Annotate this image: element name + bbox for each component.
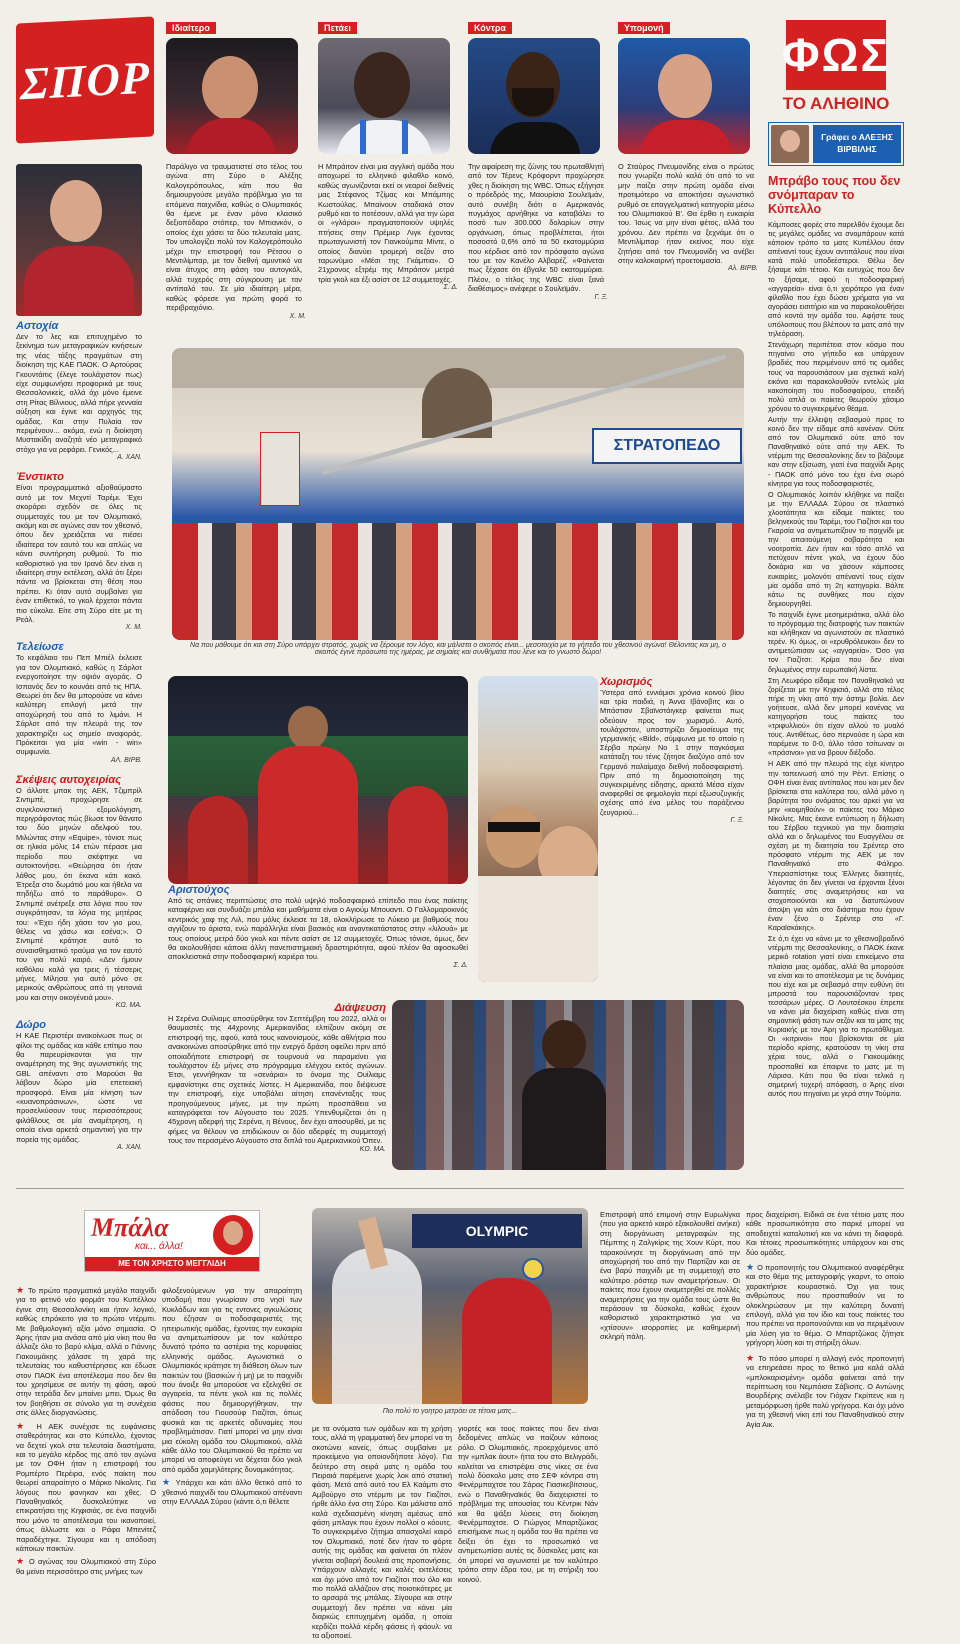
opinion-title: Μπράβο τους που δεν σνόμπαραν το Κύπελλο [768,174,901,216]
story-xorismos [600,676,744,824]
left-photo [16,164,142,316]
card-text: Την αφαίρεση της ζώνης του πρωταθλητή από τον Τέρενς Κρόφορντ προχώρησε χθες η διοίκηση της WBC. Όπως εξήγησε ο πρόεδρός της, Μαουρίσιο Σουλεϊμάν, αυτό συνέβη διότι ο Αμερικανός πυγμάχος αρνήθηκε να καταβάλει το ποσό των 300.000 δολαρίων στην οργάνωση, όπως προβλέπεται, ήτοι ποσοστό 0,6% από τα 50 εκατομμύρια που κέρδισε από τον πρόσφατο αγώνα του με τον Κανέλο Αλβαρέζ. «Φαίνεται πως ξέχασε ότι έβγαλε 50 εκατομμύρια. Πλέον, ο τίτλος της WBC είναι ξανά διαθέσιμος» ανέφερε ο Σουλεϊμάν. [468,162,604,294]
story-sign: Α. ΧΑΝ. [117,454,142,462]
story-text: Δεν το λες και επιτυχημένο το ξεκίνημα των μεταγραφικών κινήσεων της νέας τάξης πραγμάτων στη διοίκηση της ΚΑΕ ΠΑΟΚ. Ο Αρτούρας Γκουντάιτις (έλεγε τουλάχιστον πως) είχε συμφωνήσει προφορικά με τους Θεσσαλονικείς, αλλά όχι μόνο έμεινε στη Ρίτας Βίλνιους, αλλά πήρε γενναία αύξηση και έγινε και αρχηγός της ομάδας. Και στην Πυλαία τον περιμένουν... ακόμα, ενώ η διοίκηση Μυστακίδη αναζητά νέο μεταγραφικό στόχο για να ρεφάρει. Γενικός... [16,332,142,454]
card-sign: Γ. Ξ. [594,293,608,301]
opinion-p2: Στενάχωρη περιπέτεια στον κόσμο που πηγαίνει στο γήπεδο και υπάρχουν βραδιές που περιμένουν από τις ομάδες τους να παρουσιάσουν μια σχετικά καλή εικόνα και παρακολουθούν εντελώς μία κακοποίηση του ποδοσφαίρου, επειδή πολύ απλά οι παίκτες θεωρούν χάσιμο χρόνου το συγκεκριμένο θέαμα. [768,340,904,413]
story-title: Δώρο [16,1019,46,1032]
main-photo [172,348,744,640]
story-sign: Σ. Δ. [453,961,468,969]
story-text: Η ΚΑΕ Περιστέρι ανακοίνωσε πως οι φίλοι της ομάδας και κάθε επίτιμο που θα παρευρίσκονται για την αναμέτρηση της 9ης αγωνιστικής της GBL απέναντι στο Μαρούσι θα λάβουν δώρο μία επετειακή προσφορά. Είναι μία κίνηση των «κυανοπράσινων», ώστε να προσελκύσουν τους περισσότερους φιλάθλους σε μία αναμέτρηση, η οποία είναι αρκετά σημαντική για την πορεία της ομάδας. [16,1031,142,1144]
opinion-p1: Κάμποσες φορές στο παρελθόν έχουμε δει τις μεγάλες ομάδες να σνομπάρουν κατά κάποιον τρόπο τα ματς Κυπέλλου όταν απέναντί τους έχουν αντιπάλους που είναι κατά πολύ υποδεέστεροι. Θέλω δεν ξήσαμε κάτι τέτοιο. Και ευτυχώς που δεν το ξήσαμε, αφού η ποδοσφαιρική «αγγαρεία» είναι ό,τι χειρότερο για έναν φίλαθλο που έχει δώσει χρήματα για να αγοράσει εισιτήριο και να παρακολουθήσει από κοντά την ομάδα του. Αφήστε τους υπόλοιπους που βλέπουν τα ματς από την τηλεόραση. [768,220,904,339]
ball-logo-main: Μπάλα [91,1213,169,1242]
story-text: Είναι προγραμματικά αξιοθαύμαστο αυτό με τον Μεχντί Ταρέμι. Έχει σκοράρει σχεδόν σε όλες τις συμμετοχές του με τον Ολυμπιακό, ακόμη και σε αγώνες σαν τον χθεσινό, όπου δεν χρειάζεται να πιέσει ιδιαίτερα τον εαυτό του και απλώς να κάνει συντήρηση ρυθμού. Το πιο καθοριστικό για τον Ιρανό δεν είναι η ιδιαίτερη στην εκτέλεση, αλλά ότι ξέρει πάντα να βρίσκεται στη θέση που πρέπει. Κι όταν αυτό συμβαίνει για έναν επιθετικό, το γκολ έρχεται πάντα πιο εύκολα. Είτε στη Σύρο είτε με τη Ρεάλ. [16,483,142,624]
card-sign: Χ. Μ. [289,312,306,320]
top-card-4 [618,18,758,340]
card-text: Παράλιγο να τραυματιστεί στο τέλος του αγώνα στη Σύρο ο Αλέξης Καλογερόπουλος, κάτι που θα δημιουργούσε μεγάλο πρόβλημα για τα επόμενα παιχνίδια, καθώς ο Ολυμπιακός θα έμενε με έναν μόνο κλασικό δεξιοπόδαρο στόπερ, τον Μπιανκόν, ο οποίος έχει χάσει τα δύο τελευταία ματς. Τον υπολογίζει πολύ τον Καλογερόπουλο μέχρι την επιστροφή του Ρέτσου ο Μεντιλίμπαρ, με τον διεθνή αμυντικό να είναι άτυχος στη φάση του αυτογκόλ, αλλά τυχερός στη σύγκρουση με τον αντίπαλό του. Σε μία ιδιαίτερη μέρα, καθώς φόρεσε για πρώτη φορά το περιβραχιόνιο. [166,162,302,313]
para-text: Το πόσο μπορεί η αλλαγή ενός προπονητή να επηρεάσει προς το θετικό μια καλά αλλά «μπλοκαρισμένη» ομάδα φαίνεται από την περίπτωση του Νεμπόισα Σάβισιτς. Ο Αντώνης Βουρδέρης ανέλαβε τον Γιόχαν Γκρίπενς και η μεταμόρφωση ήρθε πολύ γρήγορα. Και όχι μόνο για τη χθεσινή νίκη επί του Παναθηναϊκού στην Αγία Αικ. [746,1353,904,1429]
left-column [16,320,142,1151]
player-photo [166,38,298,154]
opinion-p6: Στη Λεωφόρο είδαμε τον Παναθηναϊκό να ζορίζεται με την Κηφισιά, αλλά στο τέλος πήρε τη νίκη από την άστημ βολία. Δεν γοήτευσε, αλλά δεν μπορεί κανένας να κατηγορήσει τους παίκτες του «τριφυλλιού» ότι είχαν αλλού το μυαλό τους. Αντιθέτως, όσο περνούσε η ώρα και παρέμενε το 0-0, άλλο τόσο τσίτωναν οι «πράσινοι» για να βρουν διέξοδο. [768,675,904,758]
boxer-photo [468,38,600,154]
section-divider [16,1188,904,1189]
opinion-p8: Σε ό,τι έχει να κάνει με το χθεσινοβραδινό ντέρμπι της Θεσσαλονίκης, ο ΠΑΟΚ έκανε μερικό rotation γιατί είναι επικείμενο στα πλαίσια μιας ομάδας, αλλά θα μπορούσε να είναι και το αποτέλεσμα με τις δυνάμεις που είχε και με σεβασμό στην ευθύνη ότι μπροστά του παρουσιάζονταν τρεις τεσσάρων μέρες. Ο Λουτσέσκου έπρεπε να κάνει μία διαχείριση καθώς είναι στη σημαντική φάση των σεζόν και τα ματς της Κυριακής με τον Άρη για το πρωτάθλημα. Οι «κιτρινοι» που βρίσκονται σε μία περίοδο κρίσης, κρατούσαν τη νίκη στα χέρια τους, αλλά ο Γιακουμάκης προσπαθεί και έπαιρνε το ματς με τη Λάρισα. Κάτι που θα είναι τελικά η σημερινή τυχερή απόφαση, ο Άρης είναι αυτός που πηγαίνει με γερά στην Τούμπα. [768,934,904,1098]
bottom-col-5 [746,1210,904,1429]
author-box [768,122,904,166]
bottom-col-3 [312,1424,452,1640]
story-title: Αστοχία [16,320,59,332]
story-title: Ένστικτο [16,471,64,484]
story-title: Τελείωσε [16,641,64,654]
para-text: με τα ονόματα των ομάδων και τη χρήση τους, αλλά τη γραμματική δεν μπορεί να τη σκοτώνει κανείς, όπως συμβαίνει με προκείμενο για οποιονδήποτε λόγο). Για δεύτερο στη σειρά ματς η ομάδα του Πειραιά παρέμεινε χωρίς λοκ από στατική φάση. Μετά από αυτό του Ελ Καάμπι στο Αμβούργο στο ντέρμπι με τον Γιαζίτσι, ήρθε άλλο ένα στη Σύρο. Και μάλιστα από καλά σχεδιασμένη κίνηση αμέσως από φάση μπλαγκ που έχουν πολλοί ο κόουτς. Το συγκεκριμένο ζήτημα απασχολεί καιρό τον Ολυμπιακό, ποτέ δεν ήταν το φόρτε αυτής της ομάδας και φαίνεται ότι πλέον γίνεται σοβαρή δουλειά στις προπονήσεις. Υπάρχουν αλλαγές και καλές εκτελέσεις και όχι μόνο από τον Γιαζίτσι που όλο και πιο πολλά αλλάζουν στις ποιοτικότερες με το αρσαρά της μπάλας. Σίγουρα και στην συμμετοχή δεν πρέπει να κάνει μία διαρκώς επιτυχημένη ομάδα, η οποία κερδίζει πολλά κέρδη φάσεις ή φάουλ: να τα αξιοποιεί. [312,1424,452,1640]
story-text: Ο άλλοτε μπακ της ΑΕΚ, Τζιμπρίλ Σιντιμπέ, προχώρησε σε συγκλονιστική εξομολόγηση, περιγράφοντας πώς βίωσε τον θάνατο του δύο μηνών αδελφού του. Μιλώντας στην «Equipe», τόνισε πως σε ηλικία μόλις 14 ετών πέρασε μια περίοδο που σκέφτηκε να αυτοκτονήσει. «Θεώρησα ότι ήταν λάθος μου, ότι έκανα κάτι κακό. Έτρεξα στο δωμάτιό μου και ήθελα να πηδήξω από το παράθυρο». Ο Σιντιμπέ ανέτρεξε στα λόγια που τον συγκράτησαν, τα λόγια της μητέρας του: «Έχει ήδη χάσει τον γιο μου, θέλεις να χάσω και εσένα;». Ο Σιντιμπέ κράτησε αυτό το συναισθηματικό τραύμα για τον εαυτό του για πολύ καιρό. «Δεν ήμουν καθόλου καλά για τρεις ή τέσσερις μήνες. Μίλησα για αυτό μόνο σε μερικούς ανθρώπους από τη γειτονιά μου και στην οικογένειά μου». [16,785,142,1002]
bottom-col-4 [458,1424,598,1584]
bottom-col-3b [600,1210,740,1342]
story-title: Διάψευση [334,1002,386,1014]
para-text: προς διαχείριση. Ειδικά σε ένα τέτοιο ματς που κάθε προσωπικότητα στο παρκέ μπορεί να αποδειχτεί καταλυτική και να κάνει τη διαφορά. Και τέτοιες προσωπικότητες υπάρχουν και στις δύο ομάδες. [746,1210,904,1257]
opinion-p3: Αυτήν την έλλειψη σεβασμού προς το κοινό δεν την είδαμε από κανέναν. Ούτε από τον Ολυμπιακό ούτε από τον Παναθηναϊκό ούτε από την ΑΕΚ. Το ντέρμπι της Θεσσαλονίκης δεν το βάζουμε καν στην εξίσωση, γιατί ένα παιχνίδι Άρης - ΠΑΟΚ από μόνο του έχει ένα σωρό κίνητρα για τους ποδοσφαιριστές. [768,414,904,488]
card-tab: Υπομονή [618,22,670,34]
story-title: Χωρισμός [600,676,653,688]
sponsor-banner-text: OLYMPIC [465,1223,529,1239]
story-sign: ΑΛ. ΒΙΡΒ. [110,756,142,764]
fos-logo [781,20,891,90]
story-text: Η Σερένα Ουίλιαμς αποσύρθηκε τον Σεπτέμβρη του 2022, αλλά οι θαυμαστές της 44χρονης Αμερικανίδας ελπίζουν ακόμη σε επιστροφή της, αφού, κατά τους κανονισμούς, κάθε αθλήτρια που ανακοινώνει αποσύρθηκε από την ενεργό δράση οφείλει πριν από οποιαδήποτε επιστροφή σε τουρνουά να παραμείνει για τουλάχιστον έξι μήνες στο πρόγραμμα ελέγχου εκτός αγώνων. Έτσι, γεννήθηκαν τα «σενάρια» το όνομα της Ουίλιαμς εμφανίστηκε στις σχετικές λίστες. Η Αμερικανίδα, που διέψευσε την επιστροφή, είχε υποβάλει αίτηση επανένταξης τους προηγούμενους μήνες, με την πρώτη προσπάθεια να καταγράφεται τον Αύγουστο του 2025. Υπενθυμίζεται ότι η 45χρονη αδερφή της Σερένα, η Βένους, δεν έχει αποσυρθεί, με τις φήμες να θέλουν να επιδιώκουν οι δύο αδερφές τη συμμετοχή τους τον περασμένο Αύγουστο στα διπλά του Αμερικανικού Όπεν. [168,1014,386,1146]
para-text: φιλοξενούμενων για την απαραίτητη υποδομή που γνωρίσαν στο νησί των Κυκλάδων και για τις εντονες αγκυλώσεις που έζησαν οι ποδοσφαιριστές της ηπειρωτικής ομάδας, έχοντας την ευκαιρία να αντιμετωπίσουν με τον καλύτερο δυνατό τρόπο τα αστέρια της κορυφαίας ελληνικής ομάδας. Αγωνιστικά ο Ολυμπιακός κράτησε τη διάθεση όλων των παικτών του (βασικών ή μη) με το παιχνίδι που άνοιξε θα μπορούσε να εξελιχθεί σε αγγαρεία, τα πέντε γκολ και τις πολλές φάσεις που δημιουργήθηκαν, την απόδοση του Γιουσούφ Γιαζίτσι, όπως φυσικά και τις αρκετές αδυναμίες που προβλημάτισαν. Γιατί μπορεί να μην είναι μια εύκολη ομάδα του Ολυμπιακού, αλλά κάθε άλλο του Ολυμπιακού θα πρέπει να μπορεί να αποφεύγει να δέχεται δύο γκολ από ομάδα χαμηλότερης δυναμικότητας. [162,1286,302,1474]
main-photo-caption: Να που μάθουμε ότι και στη Σύρο υπάρχει στρατός, χωρίς να ξέρουμε τον λόγο, και μάλιστα ο σκοπός είναι... μεσοτοιχία με το γήπεδο του χθεσινού αγώνα! Θέλοντας και μη, ο σκοπός έγινε πρόσωπο της ημέρας, με σημαίες και συνθήματα που λένε και το γνωστό δώρο! [190,642,726,656]
story-enstikto [16,471,142,631]
volleyball-caption: Πιο πολύ το γοητρο μετράει σε τέτοια ματς... [382,1408,518,1415]
camp-sign [592,428,742,464]
fos-logo-text: ΦΩΣ [781,29,891,81]
story-sign: ΚΩ. ΜΑ. [359,1145,386,1153]
para-text: Υπάρχει και κάτι άλλο θετικό από το χθεσινό παιχνίδι του Ολυμπιακού απέναντι στην ΕΛΛΑΔΑ Σύρου (κάντε ό,τι θέλετε [162,1478,303,1506]
opinion-p4: Ο Ολυμπιακός λοιπόν κλήθηκε να παίξει με την ΕΛΛΑΔΑ Σύρου σε πλαστικό χλοοτάπητα και είδαμε παίκτες του βεληνεκούς του Ταρέμι, του Γιαζίτσι και του Γκαρσία να αντιμετωπίζουν το παιχνίδι με την απαιτούμενη σοβαρότητα και νοοτροπία. Δεν ήταν και τόσο απλό να πετύχουν πέντε γκολ, να έχουν δύο δοκάρια και να χάσουν κάμποσες ευκαιρίες, μολονότι απέναντί τους είχαν μία ομάδα από τη 2η κατηγορία. Βάλτε κάτω τις συνθήκες που είχαν δημιουργηθεί. [768,489,904,608]
star-icon: ★ [746,1262,758,1273]
para-text: Ο αγώνας του Ολυμπιακού στη Σύρο θα μείνει περισσότερο στις μνήμες των [16,1557,156,1576]
star-icon: ★ [16,1420,37,1431]
para-text: Επιστροφή από επιμονή στην Ευρωλίγκα (που για αρκετό καιρό εξακολουθεί ανήκει) στη διοργάνωση μεταγραφών της Πέμπτης η Ζαλγκίρις της Χουν Κύρτ, που ταρακούνησε τη διοργάνωση από την αποχώρησή του από την Παρτίζαν και σε ένα βαρύ παιχνίδι με τη συμμετοχή στο καλύτερο ρόστερ των αναμετρήσεων. Οι παίκτες που έχουν αναμετρηθεί σε πολλές αναμετρήσεις για την ομάδα τους ώστε θα περάσουν τα δύσκολα, καθώς έχουν καθοριστικό χαρακτηριστικό για να «χτίσουν» ισορροπίες με καθημερινή σκληρή πάλη. [600,1210,740,1342]
card-tab: Κόντρα [468,22,512,34]
story-teleiose [16,641,142,763]
story-doro [16,1019,142,1151]
story-text: Από τις σπάνιες περιπτώσεις στο πολύ υψηλό ποδοσφαιρικό επίπεδο που ένας παίκτης καταφέρνει και συνδυάζει μπάλα και μαθήματα είναι ο Αγιούμ Μπουαντι. Ο Γαλλομαροκινός κεντρικός χαφ της Λιλ, που μόλις έκλεισε τα 18, ολοκλήρωσε το Λύκειο με βαθμούς που αγγίζουν το άριστα, ενώ παράλληλα είναι βασικός και αναντικατάστατος στην «λιλουά» με τους οποίους μετρά δύο γκολ και πέντε ασίστ σε 12 συμμετοχές. Όπως τόνισε, όμως, δεν θα ακολουθήσει κάποια άλλη πανεπιστημιακή δραστηριότητα, αφού πλέον θα αφοσιωθεί αποκλειστικά στην ποδοσφαιρική καριέρα του. [168,896,468,962]
story-sign: ΚΩ. ΜΑ. [115,1002,142,1010]
volleyball-photo [312,1208,588,1404]
author-label: Γράφει ο ΑΛΕΞΗΣ ΒΙΡΒΙΛΗΣ [813,125,901,163]
card-sign: Σ. Δ. [443,284,458,292]
story-diapseusi [168,1002,386,1153]
bottom-col-1 [16,1286,156,1576]
aristouxos-photo [168,676,468,884]
fos-subtitle: ΤΟ ΑΛΗΘΙΝΟ [782,94,890,113]
story-aristouxos [168,884,468,969]
bottom-paragraph [16,1286,156,1418]
card-text: Η Μπράιτον είναι μια αγγλική ομάδα που αποχωρεί το ελληνικό φιλαθλο κοινό, καθώς αγωνίζονται εκεί οι νεαροί διεθνείς μας Στέφανος Τζίμας και Μπάμπης Κωστούλας. Μπαίνουν σταδιακά στον ρυθμό και το ποτέσουν, αλλά για την ώρα οι «γλάροι» πραγματοποιούν υψηλές πτήσεις στην Πρέμιερ Λιγκ έχοντας πρωταγωνιστή τον Γιανκούμπα Μίντε, ο οποίος διανύει τρομερή σεζόν στο ταρωνύμιο «Μέσι της Γκάμπια». Ο 21χρονος εξτρέμ της Μπράιτον μετρά τρία γκολ και έξι ασίστ σε 12 συμμετοχές. [318,162,454,284]
bottom-paragraph [16,1557,156,1576]
player-photo [618,38,750,154]
diapseusi-photo [392,1000,744,1170]
top-card-3 [468,18,608,340]
top-card-2 [318,18,458,340]
card-tab: Πετάει [318,22,357,34]
sponsor-banner [412,1214,582,1248]
author-avatar [771,125,809,163]
sports-logo [16,16,154,143]
story-text: Ύστερα από εννιάμισι χρόνια κοινού βίου και τρία παιδιά, η Άννα Ιβάνοβιτς και ο Μπάστιαν Σβαϊνστάιγκερ φαίνεται πως οδεύουν προς τον χωρισμό. Αυτό, τουλάχιστον, υποστηρίζει δημοσίευμα της γερμανικής «Bild», σύμφωνα με το οποίο η Σέρβα πρώην Νο 1 στην παγκόσμια κατάταξη του τένις ζήτησε διαζύγιο από τον Γερμανό παλαίμαχο διεθνή ποδοσφαιριστή. Πριν από τη δημοσιοποίηση της συγκεκριμένης είδησης, αρκετά Μέσα είχαν αναφερθεί σε φημολογία περί εξωσυζυγικής σχέσης από ένα μέλος του παράξενου ζευγαριού... [600,688,744,817]
top-card-1 [166,18,306,340]
card-tab: Ιδιαίτερο [166,22,216,34]
para-text: Το πρώτο πραγματικά μεγάλο παιχνίδι για το φετινό νέο φορμάτ του Κυπέλλου έγινε στη Θεσσαλονίκη και ήταν λογικό, καθώς επρόκειτο για το πρώτο ντέρμπι. Με βαθμολογική αξία μόνο σημασία. Ο Άρης ήταν μια ανάσα από μία νίκη που θα άλλαζε όλο το βαρύ κλίμα, αλλά ο Γιάννης Γιακουμάκης χάλασε τη χαρά της τελευταίας του καθυστέρησεις και έδωσε στον ΠΑΟΚ ένα αποτέλεσμα που δεν θα του χρησίμευε σε αυτήν τη φάση, αφού στην τετράδα δεν μπαίνει μπει. Όμως θα τον βοηθήσει σε σύνολο για τη συνέχεια στις άλλες διοργανώσεις. [16,1286,156,1418]
card-text: Ο Σταύρος Πνευμονίδης είναι ο πρώτος που γνωρίζει πολύ καλά ότι από το να μην παίζει στην πρώτη ομάδα είναι προτιμότερο να αποκτήσει αγωνιστικό ρυθμό σε επαγγελματική κατηγορία μέσω του Ολυμπιακού Β'. Θα έρθει η ευκαιρία του. Ίσως να μην είναι φέτος, αλλά του χρόνου. Δεν πρέπει να ξεχνάμε ότι ο Μεντιλίμπαρ ήταν εκείνος που είχε ζητήσει από τον Πνευμονίδη να ανέβει στην καλοκαιρινή προετοιμασία. [618,162,754,266]
sports-logo-text: ΣΠΟΡ [20,51,150,109]
bottom-paragraph [746,1354,904,1429]
story-title: Σκέψεις αυτοχειρίας [16,773,122,786]
para-text: Η ΑΕΚ συνέχισε τις ευφάνισεις σταθερότητας και στο Κύπελλο, έχοντας να δεχτεί γκολ στα τελευταία διαστήματα, και το μεγάλο κέρδος της από τον αγώνα με τον ΟΦΗ ήταν η επιστροφή του Ρομπέρτο Περέιρα, ενός παίκτη που θεωρεί απαραίτητο ο Μάρκο Νίκολιτς. Για λόγους που φανηκαν και χθες. Ο Παναθηναϊκός δυσκολεύτηκε να επικρατήσει της Κηφισιάς, σε ένα παιχνίδι που μόνο το αποτέλεσμα του ικανοποιεί, όπως άλλωστε και ο Ράφα Μπενίτεζ παραδέχτηκε. Σίγουρα και η απόδοση κάποιων παικτών. [16,1421,156,1553]
bottom-paragraph [746,1263,904,1348]
story-sign: Γ. Ξ. [730,816,744,824]
story-astoxia [16,320,142,461]
opinion-column [768,174,904,1098]
ball-byline: ΜΕ ΤΟΝ ΧΡΗΣΤΟ ΜΕΓΓΛΙΔΗ [85,1257,259,1271]
star-icon: ★ [16,1556,29,1567]
story-sign: Α. ΧΑΝ. [117,1144,142,1152]
star-icon: ★ [16,1285,28,1295]
card-sign: Αλ. ΒΙΡΒ. [728,265,758,273]
opinion-p7: Η ΑΕΚ από την πλευρά της είχε κίνητρο την ταπεινωσή από την Ρέντ. Επίσης ο ΟΦΗ είναι ένας αντίπαλος που και μεν δεν βρίσκεται στα καλύτερα του, αλλά μόνο η βαρύτητα του ονόματος του αρκεί για να μην «κοιμηθούν» οι παίκτες του Μάρκο Νίκολιτς. Μας έκανε εντύπωση η δήλωση του Σέρβου τεχνικού για την διαιτησία αλλά και ο δηλωμένος του Ευαγγέλου σε σχέση με τη διαιτησία του Σρέντερ στο πρόσφατο ντέρμπι της ΑΕΚ με τον Παναθηναϊκό στο Φάληρο. Υπερασπίστηκε τους Έλληνες διαιτητές, λέγοντας ότι δεν γίνεται να έρχονται ξένοι διαιτητές στις αναμετρήσεις και να στοχοποιούνται και να διατυπώνουν άποψη για κάτι στο διάστημα που έχουν έναν ξένο ο Σρέντερ στο «Γ. Καραϊσκάκης». [768,759,904,933]
story-text: Το κεφάλαιο του Πεπ Μπιέλ έκλεισε για τον Ολυμπιακό, καθώς η Σάρλοτ ενεργοποίησε την οψιόν αγοράς. Ο Ισπανός δεν το κουνάει από τις ΗΠΑ. Θεωρεί ότι δεν θα μπορούσε να κάνει καλύτερη επιλογή μετά την αποχώρησή του από το λιμάνι. Η Σάρλοτ από την πλευρά της τον χαρακτηρίζει ως σημείο αναφοράς. Πρόκειται για μία «win - win» συμφωνία. [16,653,142,757]
story-sign: Χ. Μ. [125,624,142,632]
para-text: γιορτές και τους παίκτες που δεν είναι δεδομένες απλώς να παίζουν κάποιος ρόλο. Ο Ολυμπιακός, προερχόμενος από την «μπλακ άουτ» ήττα του στο Βελιγράδι, καλείται να επιστρέψει στις νίκες σε ένα πολύ δύσκολο ματς στο ΣΕΦ κόντρα στη Φενέρμπαχτσε του Σάρας Γιασικεβίτσιους, ενώ ο Παναθηναϊκός θα διαχειριστεί το πρόβλημα της απουσίας του Κέντρικ Νάν και θα ψάξει λύσεις στη διοίκηση Φενέρμπαχτσε. Ο Γιώργος Μπαρτζώκας επισήμανε πως η ομάδα του θα πρέπει να δείξει ότι έχει το προσωπικό να αντιμετωπίσει αυτές τις δύσκολες ματς και ότι μπορεί να αγωνιστεί με τον καλύτερο τρόπο στην έδρα του, με τη στήριξη του κοινού. [458,1424,598,1584]
star-icon: ★ [162,1477,176,1488]
bottom-paragraph [162,1478,302,1506]
opinion-p5: Το παιχνίδι έγινε μεσημεριάτικα, αλλά όλο το πρόγραμμα της διατροφής των παικτών και κλήθηκαν να αγωνιστούν σε πλαστικό τερέν. Κι όμως, οι «ερυθρόλευκοι» δεν το αντιμετώπισαν ως «αγγαρεία». Όσο για τον Γιαζίτσι: Κρίμα που δεν είναι δηλωμένος στην ευρωπαϊκή λίστα. [768,609,904,674]
camp-sign-text: ΣΤΡΑΤΟΠΕΔΟ [613,437,721,454]
story-skepseis [16,774,142,1009]
story-title: Αριστούχος [168,884,230,896]
para-text: Ο προπονητής του Ολυμπιακού αναφέρθηκε και στο θέμα της μεταγραφής γκαρντ, το οποίο χαρακτήρισε κουραστικό. Όχι για τους ανθρώπους που προσπαθούν να το ολοκληρώσουν με την καλύτερη δυνατή επιλογή, αλλά για τον ίδιο και τους παίκτες του που πρέπει να προπονούνται και να περιμένουν μία λύση για το θέμα. Ο Μπαρτζώκας ζήτησε γρήγορη λύση και τη στήριξη όλων. [746,1263,904,1348]
xorismos-photo [478,676,598,982]
star-icon: ★ [746,1352,759,1363]
player-photo [318,38,450,154]
bottom-col-2 [162,1210,302,1506]
ball-logo-sub: και... άλλα! [135,1241,183,1252]
bottom-paragraph [16,1422,156,1554]
